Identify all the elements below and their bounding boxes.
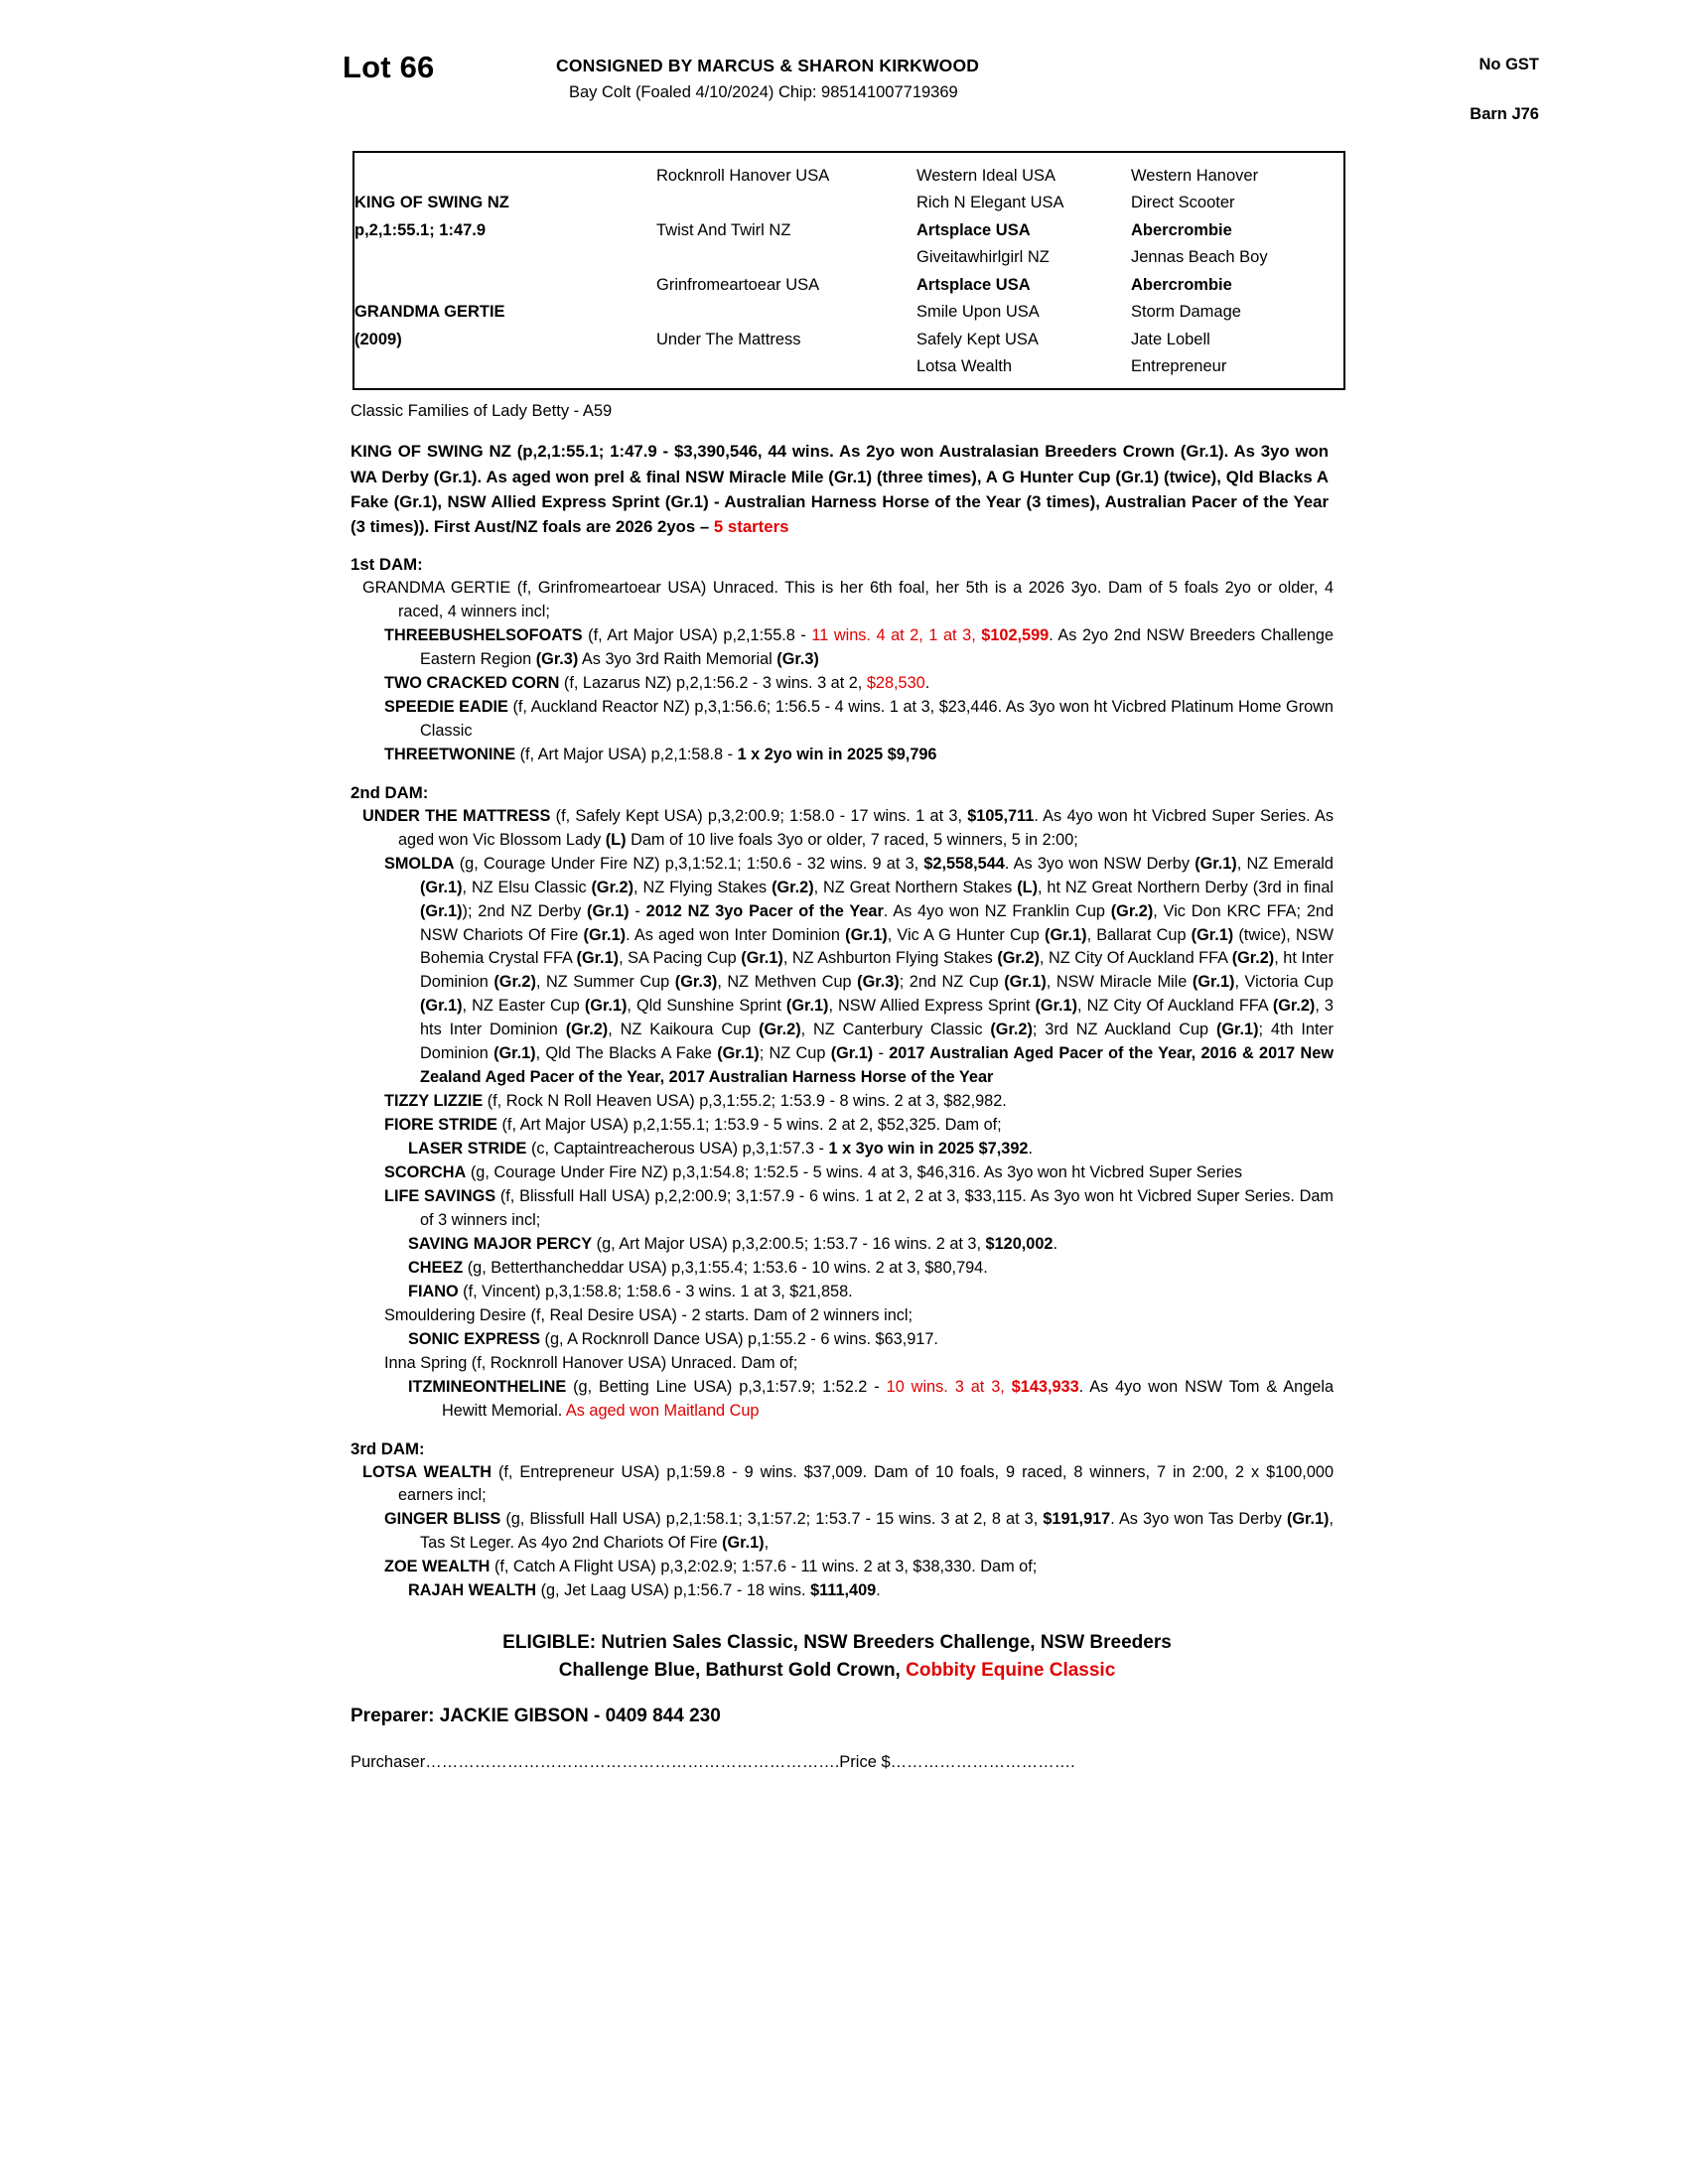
pedigree-entry: Inna Spring (f, Rocknroll Hanover USA) Unraced. Dam of;	[384, 1353, 798, 1372]
pedigree-gen2	[656, 190, 916, 216]
pedigree-gen2: Rocknroll Hanover USA	[656, 167, 830, 185]
dam-heading: 2nd DAM:	[351, 782, 429, 802]
pedigree-entry: TIZZY LIZZIE (f, Rock N Roll Heaven USA) p,3,1:55.2; 1:53.9 - 8 wins. 2 at 3, $82,982.	[384, 1092, 1007, 1111]
dam-year: (2009)	[354, 330, 402, 348]
sire-blurb	[351, 439, 1329, 539]
pedigree-gen4: Abercrombie	[1131, 220, 1232, 239]
pedigree-row	[354, 272, 1343, 299]
pedigree-entry: FIANO (f, Vincent) p,3,1:58.8; 1:58.6 - 3 wins. 1 at 3, $21,858.	[408, 1282, 853, 1300]
pedigree-gen3: Rich N Elegant USA	[916, 194, 1064, 212]
pedigree-gen2	[656, 244, 916, 271]
pedigree-entry: RAJAH WEALTH (g, Jet Laag USA) p,1:56.7 - 18 wins. $111,409.	[408, 1581, 881, 1600]
pedigree-row	[354, 190, 1343, 216]
pedigree-entry: THREEBUSHELSOFOATS (f, Art Major USA) p,2,1:55.8 - 11 wins. 4 at 2, 1 at 3, $102,599. As 2yo 2nd NSW Breeders Challenge Eastern Region (Gr.3) As 3yo 3rd Raith Memorial (Gr.3)	[384, 626, 1334, 668]
sire-record: p,2,1:55.1; 1:47.9	[354, 220, 487, 239]
page-header	[343, 44, 1539, 135]
pedigree-gen4: Entrepreneur	[1131, 356, 1227, 375]
pedigree-gen2	[656, 353, 916, 380]
dam-sections	[343, 555, 1539, 1603]
sire-blurb-text: KING OF SWING NZ (p,2,1:55.1; 1:47.9 - $3,390,546, 44 wins. As 2yo won Australasian Breeders Crown (Gr.1). As 3yo won WA Derby (Gr.1). As aged won prel & final NSW Miracle Mile (Gr.1) (three times), A G Hunter Cup (Gr.1) (twice), Qld Blacks A Fake (Gr.1), NSW Allied Express Sprint (Gr.1) - Australian Harness Horse of the Year (3 times), Australian Pacer of the Year (3 times)). First Aust/NZ foals are 2026 2yos –	[351, 442, 1329, 536]
pedigree-gen2: Grinfromeartoear USA	[656, 275, 820, 294]
pedigree-gen4: Storm Damage	[1131, 303, 1241, 322]
pedigree-row	[354, 299, 1343, 326]
dam-entries	[351, 805, 1334, 1424]
pedigree-gen3: Lotsa Wealth	[916, 356, 1013, 375]
pedigree-gen3: Artsplace USA	[916, 275, 1031, 294]
barn-number: Barn J76	[1470, 105, 1539, 123]
eligible-line-2: Challenge Blue, Bathurst Gold Crown,	[558, 1659, 907, 1681]
preparer-line: Preparer: JACKIE GIBSON - 0409 844 230	[351, 1706, 721, 1727]
pedigree-entry: GRANDMA GERTIE (f, Grinfromeartoear USA) Unraced. This is her 6th foal, her 5th is a 2026 3yo. Dam of 5 foals 2yo or older, 4 raced, 4 winners incl;	[362, 579, 1334, 621]
dam-heading: 1st DAM:	[351, 555, 423, 575]
pedigree-entry: SONIC EXPRESS (g, A Rocknroll Dance USA) p,1:55.2 - 6 wins. $63,917.	[408, 1329, 938, 1348]
pedigree-gen4: Jate Lobell	[1131, 330, 1210, 348]
pedigree-gen4: Direct Scooter	[1131, 194, 1235, 212]
pedigree-entry: ZOE WEALTH (f, Catch A Flight USA) p,3,2:02.9; 1:57.6 - 11 wins. 2 at 3, $38,330. Dam of;	[384, 1558, 1038, 1576]
pedigree-cell-blank	[354, 244, 656, 271]
sire-name: KING OF SWING NZ	[354, 194, 509, 212]
pedigree-entry: SAVING MAJOR PERCY (g, Art Major USA) p,3,2:00.5; 1:53.7 - 16 wins. 2 at 3, $120,002.	[408, 1234, 1057, 1253]
family-line: Classic Families of Lady Betty - A59	[351, 402, 613, 421]
consignor-line: CONSIGNED BY MARCUS & SHARON KIRKWOOD	[556, 56, 980, 75]
pedigree-entry: Smouldering Desire (f, Real Desire USA) - 2 starts. Dam of 2 winners incl;	[384, 1305, 914, 1324]
pedigree-gen2: Twist And Twirl NZ	[656, 220, 791, 239]
pedigree-entry: LIFE SAVINGS (f, Blissfull Hall USA) p,2,2:00.9; 3,1:57.9 - 6 wins. 1 at 2, 2 at 3, $33,115. As 3yo won ht Vicbred Super Series. Dam of 3 winners incl;	[384, 1187, 1334, 1229]
pedigree-entry: TWO CRACKED CORN (f, Lazarus NZ) p,2,1:56.2 - 3 wins. 3 at 2, $28,530.	[384, 673, 930, 692]
pedigree-cell-blank	[354, 272, 656, 299]
pedigree-cell-blank	[354, 163, 656, 190]
sire-blurb-starters: 5 starters	[713, 516, 789, 536]
pedigree-row	[354, 327, 1343, 353]
gst-status: No GST	[1478, 56, 1539, 73]
eligible-highlight: Cobbity Equine Classic	[906, 1659, 1116, 1681]
eligible-line-1: ELIGIBLE: Nutrien Sales Classic, NSW Breeders Challenge, NSW Breeders	[502, 1632, 1172, 1654]
pedigree-entry: GINGER BLISS (g, Blissfull Hall USA) p,2,1:58.1; 3,1:57.2; 1:53.7 - 15 wins. 3 at 2, 8 at 3, $191,917. As 3yo won Tas Derby (Gr.1), Tas St Leger. As 4yo 2nd Chariots Of Fire (Gr.1),	[384, 1510, 1334, 1553]
pedigree-entry: UNDER THE MATTRESS (f, Safely Kept USA) p,3,2:00.9; 1:58.0 - 17 wins. 1 at 3, $105,711. As 4yo won ht Vicbred Super Series. As aged won Vic Blossom Lady (L) Dam of 10 live foals 3yo or older, 7 raced, 5 winners, 5 in 2:00;	[362, 806, 1335, 849]
pedigree-gen3: Smile Upon USA	[916, 303, 1040, 322]
pedigree-gen3: Safely Kept USA	[916, 330, 1039, 348]
pedigree-gen3: Western Ideal USA	[916, 167, 1056, 185]
purchaser-line: Purchaser………………………………………………………………….Price $…………………………….	[351, 1753, 1075, 1772]
pedigree-entry: ITZMINEONTHELINE (g, Betting Line USA) p,3,1:57.9; 1:52.2 - 10 wins. 3 at 3, $143,933. As 4yo won NSW Tom & Angela Hewitt Memorial. As aged won Maitland Cup	[408, 1377, 1334, 1420]
pedigree-gen3: Giveitawhirlgirl NZ	[916, 248, 1050, 267]
pedigree-cell-blank	[354, 353, 656, 380]
pedigree-entry: SPEEDIE EADIE (f, Auckland Reactor NZ) p,3,1:56.6; 1:56.5 - 4 wins. 1 at 3, $23,446. As 3yo won ht Vicbred Platinum Home Grown Classic	[384, 697, 1334, 740]
pedigree-entry: THREETWONINE (f, Art Major USA) p,2,1:58.8 - 1 x 2yo win in 2025 $9,796	[384, 745, 937, 763]
dam-name: GRANDMA GERTIE	[354, 303, 505, 322]
pedigree-entry: LOTSA WEALTH (f, Entrepreneur USA) p,1:59.8 - 9 wins. $37,009. Dam of 10 foals, 9 raced, 8 winners, 7 in 2:00, 2 x $100,000 earners incl;	[362, 1462, 1334, 1505]
pedigree-gen3: Artsplace USA	[916, 220, 1031, 239]
pedigree-entry: FIORE STRIDE (f, Art Major USA) p,2,1:55.1; 1:53.9 - 5 wins. 2 at 2, $52,325. Dam of;	[384, 1116, 1002, 1135]
pedigree-gen2: Under The Mattress	[656, 330, 801, 348]
pedigree-row	[354, 353, 1343, 380]
pedigree-gen4: Jennas Beach Boy	[1131, 248, 1268, 267]
pedigree-entry: SCORCHA (g, Courage Under Fire NZ) p,3,1:54.8; 1:52.5 - 5 wins. 4 at 3, $46,316. As 3yo won ht Vicbred Super Series	[384, 1163, 1242, 1182]
pedigree-entry: LASER STRIDE (c, Captaintreacherous USA) p,3,1:57.3 - 1 x 3yo win in 2025 $7,392.	[408, 1140, 1033, 1159]
eligible-block	[351, 1629, 1324, 1684]
dam-entries	[351, 577, 1334, 767]
pedigree-table	[352, 151, 1345, 390]
pedigree-entry: CHEEZ (g, Betterthancheddar USA) p,3,1:55.4; 1:53.6 - 10 wins. 2 at 3, $80,794.	[408, 1258, 988, 1277]
pedigree-row	[354, 217, 1343, 244]
dam-heading: 3rd DAM:	[351, 1438, 425, 1458]
pedigree-gen2	[656, 299, 916, 326]
horse-description: Bay Colt (Foaled 4/10/2024) Chip: 985141007719369	[569, 83, 958, 101]
pedigree-gen4: Abercrombie	[1131, 275, 1232, 294]
lot-number: Lot 66	[343, 50, 435, 84]
pedigree-gen4: Western Hanover	[1131, 167, 1259, 185]
pedigree-row	[354, 244, 1343, 271]
pedigree-row	[354, 163, 1343, 190]
dam-entries	[351, 1461, 1334, 1604]
pedigree-entry: SMOLDA (g, Courage Under Fire NZ) p,3,1:52.1; 1:50.6 - 32 wins. 9 at 3, $2,558,544. As 3yo won NSW Derby (Gr.1), NZ Emerald (Gr.1), NZ Elsu Classic (Gr.2), NZ Flying Stakes (Gr.2), NZ Great Northern Stakes (L), ht NZ Great Northern Derby (3rd in final (Gr.1)); 2nd NZ Derby (Gr.1) - 2012 NZ 3yo Pacer of the Year. As 4yo won NZ Franklin Cup (Gr.2), Vic Don KRC FFA; 2nd NSW Chariots Of Fire (Gr.1). As aged won Inter Dominion (Gr.1), Vic A G Hunter Cup (Gr.1), Ballarat Cup (Gr.1) (twice), NSW Bohemia Crystal FFA (Gr.1), SA Pacing Cup (Gr.1), NZ Ashburton Flying Stakes (Gr.2), NZ City Of Auckland FFA (Gr.2), ht Inter Dominion (Gr.2), NZ Summer Cup (Gr.3), NZ Methven Cup (Gr.3); 2nd NZ Cup (Gr.1), NSW Miracle Mile (Gr.1), Victoria Cup (Gr.1), NZ Easter Cup (Gr.1), Qld Sunshine Sprint (Gr.1), NSW Allied Express Sprint (Gr.1), NZ City Of Auckland FFA (Gr.2), 3 hts Inter Dominion (Gr.2), NZ Kaikoura Cup (Gr.2), NZ Canterbury Classic (Gr.2); 3rd NZ Auckland Cup (Gr.1); 4th Inter Dominion (Gr.1), Qld The Blacks A Fake (Gr.1); NZ Cup (Gr.1) - 2017 Australian Aged Pacer of the Year, 2016 & 2017 New Zealand Aged Pacer of the Year, 2017 Australian Harness Horse of the Year	[384, 854, 1335, 1087]
